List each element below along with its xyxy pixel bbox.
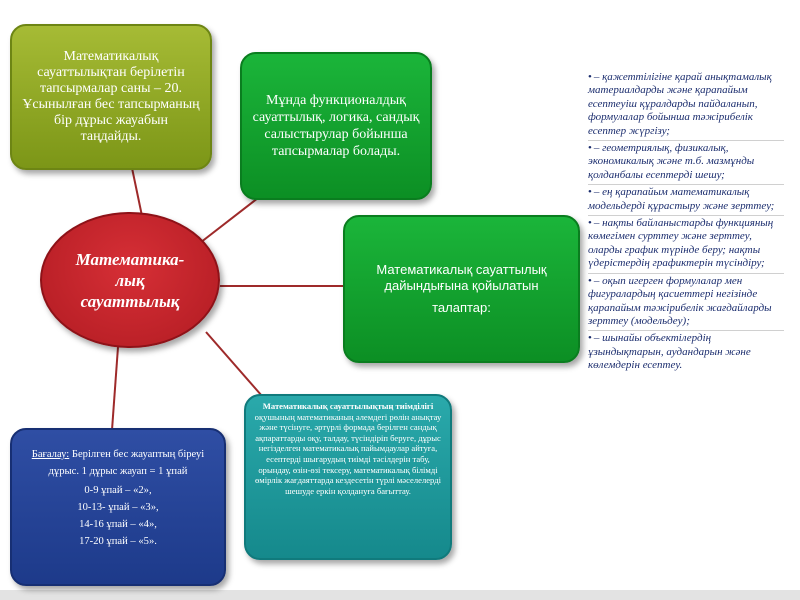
connector-to-effectiveness-box [206,332,262,396]
requirements-colon-label: талаптар: [432,300,491,315]
bullet-dot-icon: • [588,71,592,83]
grade-line: 17-20 ұпай – «5». [79,536,157,547]
grade-line: 14-16 ұпай – «4», [79,519,157,530]
bullet-text: – ең қарапайым математикалық модельдерді құрастыру және зерттеу; [588,186,775,212]
connector-to-functional-box [196,198,258,246]
bullet-dot-icon: • [588,274,592,287]
functional-literacy-box [240,52,432,200]
functional-literacy-text: Мұнда функционалдық сауаттылық, логика, сандық салыстырулар бойынша тапсырмалар болады. [252,93,420,159]
tasks-count-text: Математикалық сауаттылықтан берілетін тапсырмалар саны – 20. Ұсынылған бес тапсырманың бір дұрыс жауабын таңдайды. [22,49,200,144]
central-topic-circle [40,212,220,348]
bullet-item [588,185,784,216]
assessment-box [10,428,226,586]
bullet-text: – қажеттілігіне қарай анықтамалық материалдарды және қарапайым есептеуіш құралдарды пайдаланып, формулалар бойынша тәжірибелік есептер жүргізу; [588,71,772,137]
bullet-dot-icon: • [588,332,592,345]
effectiveness-box [244,394,452,560]
bullet-text: – геометриялық, физикалық, экономикалық және т.б. мазмұнды қолданбалы есептерді шешу; [588,142,755,181]
tasks-count-box [10,24,212,170]
bullet-dot-icon: • [588,217,592,230]
assessment-text: Берілген бес жауаптың біреуі дұрыс. 1 дұрыс жауап = 1 ұпай [48,449,205,477]
assessment-label: Бағалау: [31,449,70,460]
bullet-dot-icon: • [588,186,592,199]
grade-line: 0-9 ұпай – «2», [84,485,152,496]
bullet-item [588,70,784,141]
bullet-text: – нақты байланыстарды функцияның көмегімен сурттеу және зерттеу, оларды график түрінде беру; нақты үдерістердің графиктерін түсіндіру; [588,217,774,270]
assessment-intro [20,446,216,480]
grade-line: 10-13- ұпай – «3», [77,502,159,513]
bullet-item [588,331,784,374]
requirements-heading: Математикалық сауаттылық дайындығына қойылатын [376,262,547,293]
effectiveness-text: оқушының математиканың әлемдегі рөлін анықтау және түсінуге, әртүрлі формада берілген сандық ақпараттарды оқу, талдау, түсіндіріп беруге, дұрыс негізделген математикалық пайымдаулар айтуға, есептерді шығарудың тиімді тәсілдерін табу, орындау, өзін-өзі тексеру, математикалық білімді өмірлік жағдаяттарда кездесетін түрлі мәселелерді шешуде еркін қолдануға бағыттау. [254,411,442,496]
requirements-bullet-list [588,70,784,375]
bullet-text: – шынайы объектілердің ұзындықтарын, аудандарын және көлемдерін есептеу. [588,332,751,372]
connector-to-olive-box [132,168,142,216]
bullet-text: – оқып игерген формулалар мен фигуралардың қасиеттері негізінде қарапайым тәжірибелік жағдайларды зерттеу (модельдеу); [588,274,772,327]
effectiveness-bold-lead: Математикалық сауаттылықтың тиімділігі [262,401,434,411]
connector-to-assessment-box [112,347,118,430]
slide-bottom-bar [0,590,800,600]
requirements-box [343,215,580,363]
central-topic-title: Математика- лық сауаттылық [75,249,185,311]
bullet-dot-icon: • [588,142,592,155]
bullet-item [588,141,784,185]
bullet-item [588,216,784,274]
bullet-item [588,274,784,332]
